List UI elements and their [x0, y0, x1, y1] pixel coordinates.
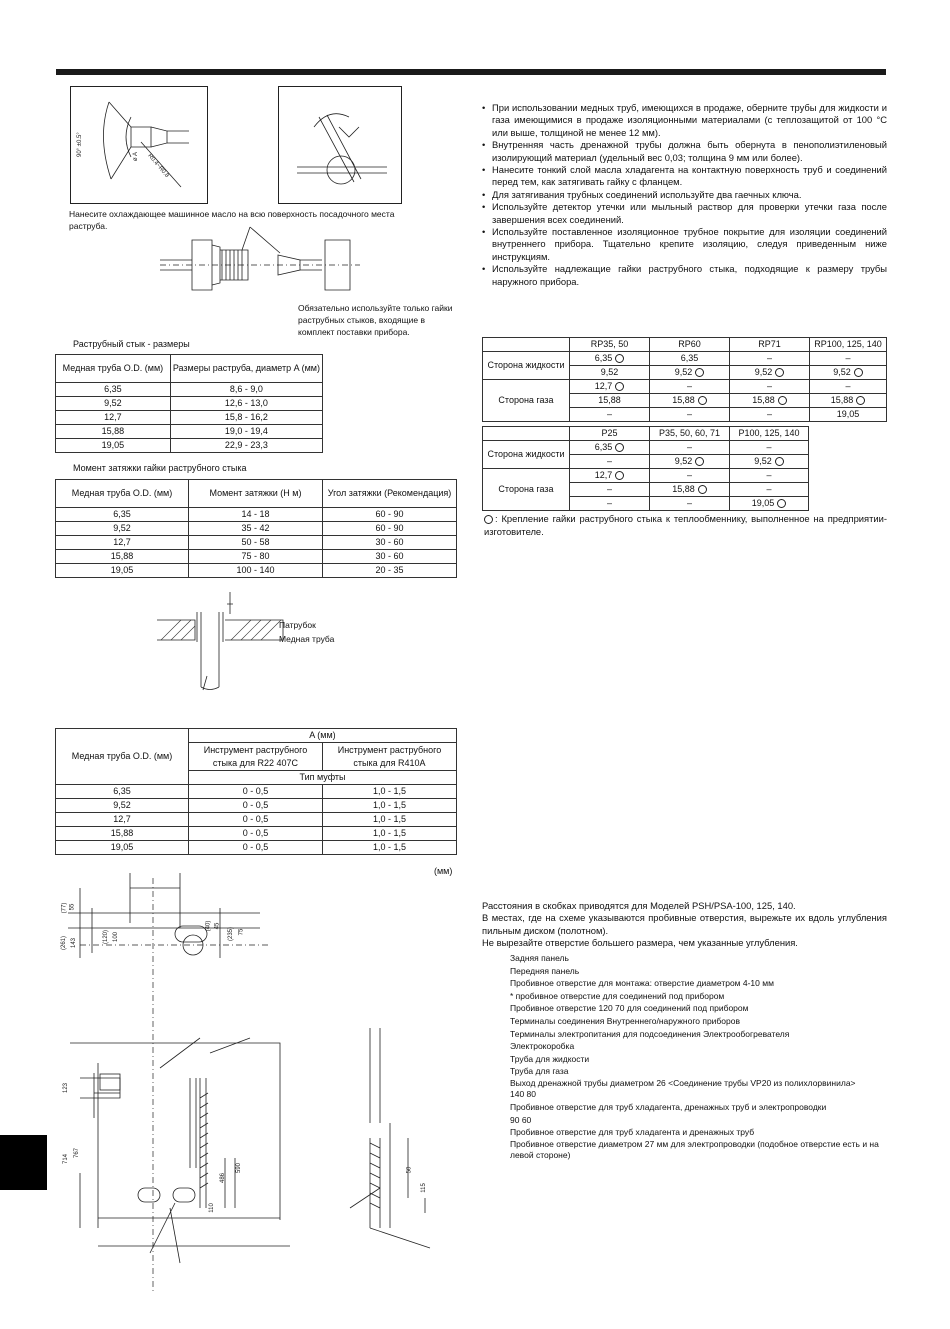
liquid-side-label: Сторона жидкости: [483, 352, 570, 380]
table-row: [56, 827, 457, 841]
table-row: [56, 799, 457, 813]
table-cell: 9,52: [56, 397, 171, 411]
legend-item: Выход дренажной трубы диаметром 26 <Соединение трубы VP20 из полихлорвинила>: [510, 1077, 856, 1088]
list-item: • Используйте надлежащие гайки раструбного стыка, подходящие к размеру трубы наружного прибора.: [482, 263, 887, 288]
table2-title: Момент затяжки гайки раструбного стыка: [73, 463, 247, 473]
gas-side-label: Сторона газа: [483, 380, 570, 422]
table3-header-type: Тип муфты: [189, 771, 457, 785]
table-row: [56, 425, 323, 439]
table-cell: 60 - 90: [323, 508, 457, 522]
legend-item: Труба для газа: [510, 1066, 569, 1077]
nuts-caption: Обязательно используйте только гайки раструбных стыков, входящие в комплект поставки прибора.: [298, 303, 453, 337]
legend-item: Терминалы соединения Внутреннего/наружного приборов: [510, 1015, 740, 1026]
table3-header-r410: Инструмент раструбного стыка для R410A: [323, 743, 457, 771]
table-cell: 19,0 - 19,4: [170, 425, 322, 439]
table-cell: 9,52: [570, 366, 650, 380]
dim-100: 100: [113, 931, 120, 943]
table-cell: 19,05: [56, 841, 189, 855]
table-row: [56, 536, 457, 550]
table-cell: 14 - 18: [189, 508, 323, 522]
table2-header-pipe: Медная труба O.D. (мм): [56, 480, 189, 508]
table-cell: 15,88: [56, 425, 171, 439]
table-cell: –: [730, 352, 810, 366]
table-cell: 15,88: [730, 394, 810, 408]
table-cell: 9,52: [56, 522, 189, 536]
table-cell: 9,52: [730, 366, 810, 380]
circle-mark-icon: [695, 368, 704, 377]
table-cell: 6,35: [56, 785, 189, 799]
dim-714: 714: [63, 1153, 70, 1165]
table-cell: –: [730, 408, 810, 422]
table-cell: 0 - 0,5: [189, 827, 323, 841]
table-row: [483, 352, 887, 366]
table-cell: 1,0 - 1,5: [323, 799, 457, 813]
circle-note: [484, 512, 887, 538]
table2-header-torque: Момент затяжки (Н м): [189, 480, 323, 508]
table-cell: 19,05: [56, 439, 171, 453]
table-cell: 75 - 80: [189, 550, 323, 564]
table-row: [56, 439, 323, 453]
dim-40: (40): [205, 920, 212, 932]
table-cell: 22,9 - 23,3: [170, 439, 322, 453]
table-cell: 12,7: [570, 469, 650, 483]
table-row: [56, 550, 457, 564]
side-tab: [0, 1135, 47, 1190]
table-cell: –: [570, 483, 650, 497]
table4-header-rp60: RP60: [650, 338, 730, 352]
circle-mark-icon: [615, 443, 624, 452]
para-line: В местах, где на схеме указываются пробивные отверстия, вырежьте их вдоль углубления пильным диском (полотном).: [482, 912, 887, 936]
list-item: • Нанесите тонкий слой масла хладагента на контактную поверхность труб и соединений перед тем, как затягивать гайку с фланцем.: [482, 164, 887, 189]
dim-486: 486: [220, 1172, 227, 1184]
table5-header-p100: P100, 125, 140: [730, 427, 809, 441]
liquid-side-label: Сторона жидкости: [483, 441, 570, 469]
dim-50: 50: [406, 1166, 413, 1174]
table-cell: 35 - 42: [189, 522, 323, 536]
dim-590: 590: [236, 1162, 243, 1174]
radius-label: R0.4~R0.8: [146, 153, 170, 179]
bottom-paragraph: [482, 900, 887, 950]
table-cell: –: [570, 455, 650, 469]
table-cell: 0 - 0,5: [189, 799, 323, 813]
table-cell: 6,35: [56, 508, 189, 522]
table-cell: –: [730, 380, 810, 394]
pipe-size-table-rp: [482, 337, 887, 422]
table-cell: –: [810, 380, 887, 394]
table-cell: –: [650, 441, 730, 455]
table2-header-angle: Угол затяжки (Рекомендация): [323, 480, 457, 508]
circle-mark-icon: [698, 396, 707, 405]
table-row: [56, 411, 323, 425]
flare-tool-table: [55, 728, 457, 855]
table-row: [56, 397, 323, 411]
table-cell: 0 - 0,5: [189, 813, 323, 827]
table-cell: 30 - 60: [323, 550, 457, 564]
dim-261: (261): [61, 935, 68, 951]
table-cell: 1,0 - 1,5: [323, 785, 457, 799]
table-row: [56, 508, 457, 522]
table-cell: 1,0 - 1,5: [323, 813, 457, 827]
table-cell: –: [570, 408, 650, 422]
table-row: [56, 522, 457, 536]
table5-header-p25: P25: [570, 427, 650, 441]
legend-item: Пробивное отверстие 120 70 для соединений под прибором: [510, 1003, 749, 1014]
legend-item: Пробивное отверстие для монтажа: отверстие диаметром 4-10 мм: [510, 978, 774, 989]
table-cell: –: [650, 408, 730, 422]
table-cell: 19,05: [56, 564, 189, 578]
legend-item: * пробивное отверстие для соединений под прибором: [510, 990, 725, 1001]
table3-header-pipe: Медная труба O.D. (мм): [56, 729, 189, 785]
circle-mark-icon: [615, 354, 624, 363]
circle-mark-icon: [854, 368, 863, 377]
flare-dimensions-table: [55, 354, 323, 453]
flare-profile-figure: [70, 86, 208, 204]
table-cell: 15,88: [56, 827, 189, 841]
dim-123: 123: [63, 1082, 70, 1094]
torque-table: [55, 479, 457, 578]
table-cell: 12,7: [570, 380, 650, 394]
dim-75: 75: [238, 928, 245, 936]
list-item: • Для затягивания трубных соединений используйте два гаечных ключа.: [482, 189, 887, 201]
diameter-label: ø A: [133, 151, 139, 161]
table-cell: 15,88: [650, 394, 730, 408]
table4-header-rp100: RP100, 125, 140: [810, 338, 887, 352]
table1-header-flare: Размеры раструба, диаметр A (мм): [170, 355, 322, 383]
table-cell: 1,0 - 1,5: [323, 841, 457, 855]
dim-45: 45: [214, 922, 221, 930]
table-cell: 100 - 140: [189, 564, 323, 578]
table-cell: 9,52: [650, 455, 730, 469]
table-cell: 15,88: [570, 394, 650, 408]
gas-side-label: Сторона газа: [483, 469, 570, 511]
flare-tool-drawing: [279, 87, 403, 205]
table-row: [483, 380, 887, 394]
table-cell: 15,8 - 16,2: [170, 411, 322, 425]
legend-list: [510, 952, 885, 1161]
table-cell: 9,52: [810, 366, 887, 380]
flare-joint-drawing: [160, 225, 360, 305]
table-cell: 9,52: [730, 455, 809, 469]
table3-header-a: A (мм): [189, 729, 457, 743]
dim-55: 55: [69, 903, 76, 911]
table-row: [56, 785, 457, 799]
table4-header-rp71: RP71: [730, 338, 810, 352]
para-line: Расстояния в скобках приводятся для Моделей PSH/PSA-100, 125, 140.: [482, 900, 796, 911]
dim-115: 115: [420, 1183, 427, 1193]
legend-item: Пробивное отверстие для труб хладагента и дренажных труб: [510, 1127, 755, 1138]
circle-mark-icon: [615, 382, 624, 391]
flare-tool-figure: [278, 86, 402, 204]
dim-767: 767: [74, 1147, 81, 1159]
circle-mark-icon: [778, 396, 787, 405]
table-cell: 19,05: [810, 408, 887, 422]
table-cell: 0 - 0,5: [189, 841, 323, 855]
table-cell: –: [650, 497, 730, 511]
table1-title: Раструбный стык - размеры: [73, 339, 190, 349]
table-row: [56, 564, 457, 578]
table-cell: 12,7: [56, 813, 189, 827]
table-cell: 20 - 35: [323, 564, 457, 578]
table-cell: 12,7: [56, 536, 189, 550]
instructions-list: [482, 102, 887, 288]
legend-item: Задняя панель: [510, 953, 569, 963]
circle-mark-icon: [775, 368, 784, 377]
table-cell: –: [730, 483, 809, 497]
legend-item: Терминалы электропитания для подсоединения Электрообогревателя: [510, 1028, 790, 1039]
copper-label: Медная труба: [279, 634, 335, 644]
list-item: • Внутренняя часть дренажной трубы должна быть обернута в пенополиэтиленовый изолирующий материал (удельный вес 0,03; толщина 9 мм или более).: [482, 139, 887, 164]
list-item: • Используйте поставленное изоляционное трубное покрытие для изоляции соединений внутреннего прибора. Тщательно крепите изоляцию, следуя приведенным ниже инструкциям.: [482, 226, 887, 263]
table-cell: 60 - 90: [323, 522, 457, 536]
table-cell: –: [730, 441, 809, 455]
table-row: [56, 841, 457, 855]
list-item: • При использовании медных труб, имеющихся в продаже, оберните трубы для жидкости и газа имеющимися в продаже изоляционными материалами (с теплозащитой от 100 °C или выше, толщиной не менее 12 мм).: [482, 102, 887, 139]
table-cell: 12,7: [56, 411, 171, 425]
table-cell: –: [570, 497, 650, 511]
legend-item: Труба для жидкости: [510, 1053, 590, 1064]
table-cell: [483, 338, 570, 352]
table-cell: [483, 427, 570, 441]
table4-header-rp35: RP35, 50: [570, 338, 650, 352]
table-row: [56, 383, 323, 397]
table-row: [56, 813, 457, 827]
dim-235: (235): [228, 926, 235, 942]
legend-item: Пробивное отверстие для труб хладагента, дренажных труб и электропроводки: [510, 1102, 827, 1113]
flare-profile-drawing: [71, 87, 209, 205]
table-cell: –: [650, 380, 730, 394]
table-cell: 12,6 - 13,0: [170, 397, 322, 411]
table-row: [483, 469, 809, 483]
table5-header-p35: P35, 50, 60, 71: [650, 427, 730, 441]
table-cell: 8,6 - 9,0: [170, 383, 322, 397]
circle-mark-icon: [856, 396, 865, 405]
table-cell: 15,88: [650, 483, 730, 497]
pipe-size-table-p: [482, 426, 809, 511]
table-cell: 6,35: [56, 383, 171, 397]
circle-mark-icon: [775, 457, 784, 466]
unit-label: (мм): [434, 866, 453, 876]
table-cell: –: [810, 352, 887, 366]
legend-item: 90 60: [510, 1114, 532, 1125]
table-cell: 9,52: [56, 799, 189, 813]
circle-mark-icon: [698, 485, 707, 494]
list-item: • Используйте детектор утечки или мыльный раствор для проверки утечки газа после завершения всех соединений.: [482, 201, 887, 226]
para-line: Не вырезайте отверстие большего размера, чем указанные углубления.: [482, 937, 798, 949]
circle-mark-icon: [484, 515, 493, 524]
table-cell: 6,35: [650, 352, 730, 366]
table-cell: 6,35: [570, 352, 650, 366]
table1-header-pipe: Медная труба O.D. (мм): [56, 355, 171, 383]
table-cell: –: [650, 469, 730, 483]
circle-mark-icon: [615, 471, 624, 480]
angle-label: 90° ±0.5°: [77, 132, 83, 157]
table-cell: 1,0 - 1,5: [323, 827, 457, 841]
table-cell: 19,05: [730, 497, 809, 511]
oil-caption: Нанесите охлаждающее машинное масло на всю поверхность посадочного места раструба.: [69, 209, 395, 231]
table-cell: 0 - 0,5: [189, 785, 323, 799]
dim-120: (120): [103, 929, 110, 945]
legend-item: Передняя панель: [510, 965, 580, 976]
dim-77: (77): [61, 902, 68, 914]
table-cell: 15,88: [56, 550, 189, 564]
table-row: [483, 441, 809, 455]
table-cell: 9,52: [650, 366, 730, 380]
dim-110: 110: [208, 1203, 215, 1213]
dim-143: 143: [71, 937, 78, 949]
top-rule: [56, 69, 886, 75]
pipe-socket-drawing: [155, 592, 285, 692]
circle-mark-icon: [777, 499, 786, 508]
table-cell: 30 - 60: [323, 536, 457, 550]
table-cell: 50 - 58: [189, 536, 323, 550]
legend-item: Электрокоробка: [510, 1041, 575, 1052]
circle-mark-icon: [695, 457, 704, 466]
table-cell: 6,35: [570, 441, 650, 455]
table-cell: 15,88: [810, 394, 887, 408]
table3-header-r22: Инструмент раструбного стыка для R22 407C: [189, 743, 323, 771]
socket-label: Патрубок: [279, 620, 316, 630]
legend-item: 140 80: [510, 1089, 536, 1100]
circle-note-text: : Крепление гайки раструбного стыка к теплообменнику, выполненное на предприятии-изготовителе.: [484, 513, 887, 537]
legend-item: Пробивное отверстие диаметром 27 мм для электропроводки (подобное отверстие есть и на левой стороне): [510, 1138, 879, 1160]
table-cell: –: [730, 469, 809, 483]
